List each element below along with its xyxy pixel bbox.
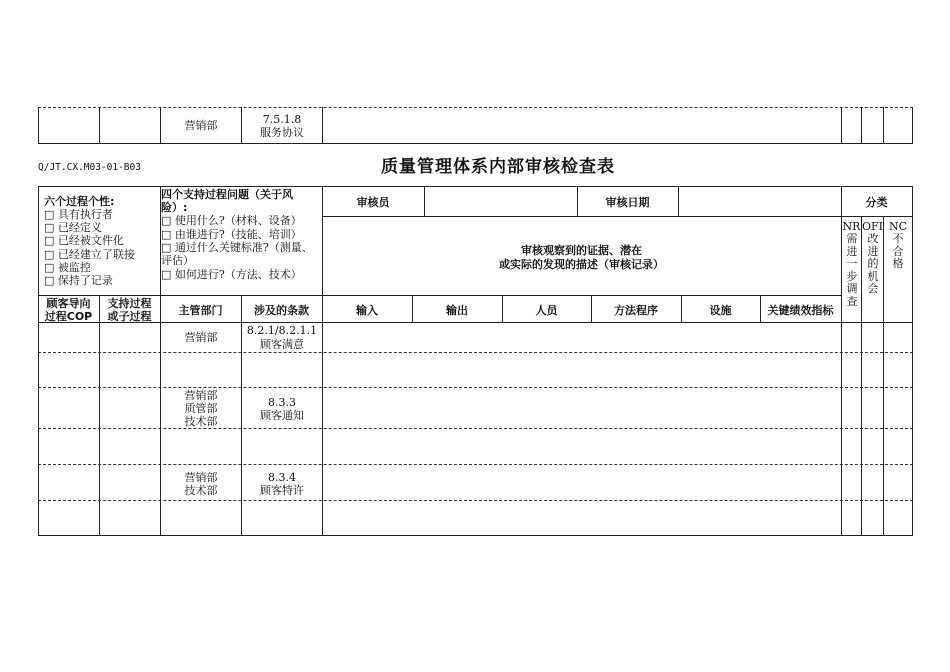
header-bottom-border bbox=[38, 322, 913, 323]
top-row-dept: 营销部 bbox=[184, 119, 218, 132]
row-separator bbox=[38, 428, 913, 429]
four-support-item: □ 如何进行?（方法、技术） bbox=[161, 268, 302, 281]
top-row-bottom-border bbox=[38, 143, 913, 144]
col-header-subprocess: 支持过程 bbox=[107, 297, 152, 310]
top-row-divider bbox=[861, 107, 862, 143]
top-row-divider bbox=[99, 107, 100, 143]
row-clause-name: 顾客通知 bbox=[260, 409, 304, 422]
row-dept: 质管部 bbox=[184, 402, 218, 415]
col-header-input: 输入 bbox=[356, 304, 378, 317]
evidence-heading: 审核观察到的证据、潜在 bbox=[521, 244, 642, 257]
top-row-clause-no: 7.5.1.8 bbox=[262, 113, 302, 126]
nc-description: 不合格 bbox=[892, 232, 904, 270]
six-process-item: □ 具有执行者 bbox=[44, 208, 113, 221]
col-header-method: 方法程序 bbox=[614, 304, 658, 317]
table-bottom-border bbox=[38, 535, 913, 536]
six-process-item: □ 已经被文件化 bbox=[44, 234, 124, 247]
col-header-dept: 主管部门 bbox=[178, 304, 223, 317]
row-dept: 营销部 bbox=[184, 389, 218, 402]
row-separator bbox=[38, 387, 913, 388]
col-divider bbox=[678, 186, 679, 216]
table-right-border bbox=[912, 186, 913, 536]
auditor-label: 审核员 bbox=[356, 196, 390, 209]
audit-date-label: 审核日期 bbox=[605, 196, 650, 209]
header-separator bbox=[38, 295, 842, 296]
top-row-top-border bbox=[38, 107, 913, 108]
document-number: Q/JT.CX.M03-01-B03 bbox=[38, 162, 141, 173]
col-divider bbox=[841, 186, 842, 536]
row-dept: 营销部 bbox=[184, 471, 218, 484]
ofi-label: OFI bbox=[862, 220, 883, 233]
nr-label: NR bbox=[842, 220, 861, 233]
four-support-item: □ 通过什么关键标准?（测量、评估） bbox=[161, 241, 313, 267]
col-header-personnel: 人员 bbox=[535, 304, 558, 317]
top-row-divider bbox=[38, 107, 39, 143]
ofi-description: 改进的机会 bbox=[867, 232, 879, 295]
row-clause-no: 8.3.4 bbox=[268, 471, 296, 484]
col-divider bbox=[322, 186, 323, 536]
page-title: 质量管理体系内部审核检查表 bbox=[381, 157, 615, 177]
six-process-item: □ 已经定义 bbox=[44, 221, 102, 234]
top-row-divider bbox=[883, 107, 884, 143]
four-support-item: □ 由谁进行?（技能、培训） bbox=[161, 228, 302, 241]
nc-label: NC bbox=[888, 220, 908, 233]
six-process-item: □ 已经建立了联接 bbox=[44, 248, 135, 261]
top-row-divider bbox=[912, 107, 913, 143]
four-support-item: □ 使用什么?（材料、设备） bbox=[161, 214, 302, 227]
six-process-item: □ 被监控 bbox=[44, 261, 91, 274]
six-process-item: □ 保持了记录 bbox=[44, 274, 113, 287]
nr-description: 需进一步调查 bbox=[846, 232, 858, 308]
top-row-divider bbox=[841, 107, 842, 143]
row-dept: 营销部 bbox=[184, 331, 218, 344]
row-dept: 技术部 bbox=[184, 415, 218, 428]
table-left-border bbox=[38, 186, 39, 536]
col-header-facility: 设施 bbox=[709, 304, 732, 317]
auditor-row-bottom bbox=[322, 216, 912, 217]
four-support-heading: 四个支持过程问题（关于风险）: bbox=[161, 188, 293, 214]
row-clause-no: 8.2.1/8.2.1.1 bbox=[246, 324, 318, 337]
row-separator bbox=[38, 500, 913, 501]
row-dept: 技术部 bbox=[184, 484, 218, 497]
classification-label: 分类 bbox=[865, 196, 888, 209]
top-row-divider bbox=[322, 107, 323, 143]
row-clause-name: 顾客特许 bbox=[260, 484, 304, 497]
col-divider bbox=[883, 216, 884, 536]
col-header-cop: 顾客导向 bbox=[46, 297, 91, 310]
six-process-heading: 六个过程个性: bbox=[44, 195, 115, 208]
row-clause-name: 顾客满意 bbox=[260, 338, 304, 351]
top-row-clause-name: 服务协议 bbox=[260, 126, 304, 139]
row-separator bbox=[38, 352, 913, 353]
col-header-output: 输出 bbox=[446, 304, 468, 317]
col-header-clause: 涉及的条款 bbox=[254, 304, 309, 317]
row-clause-no: 8.3.3 bbox=[268, 396, 296, 409]
col-header-subprocess: 或子过程 bbox=[107, 310, 152, 323]
col-divider bbox=[424, 186, 425, 216]
row-separator bbox=[38, 464, 913, 465]
col-header-kpi: 关键绩效指标 bbox=[767, 304, 834, 317]
evidence-heading: 或实际的发现的描述（审核记录） bbox=[499, 258, 664, 271]
col-header-cop: 过程COP bbox=[44, 310, 93, 323]
table-top-border bbox=[38, 186, 913, 187]
col-divider bbox=[861, 216, 862, 536]
